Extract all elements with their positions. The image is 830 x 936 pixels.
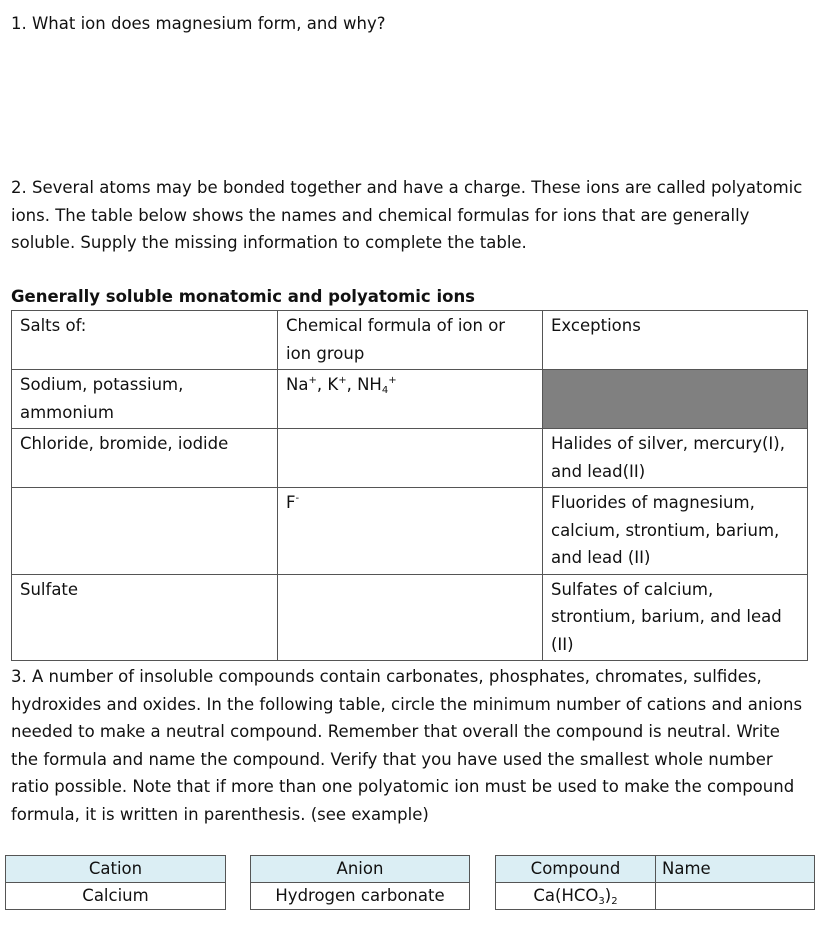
header-exceptions: Exceptions (543, 311, 808, 370)
question-2-line: 2. Several atoms may be bonded together and have a charge. These ions are called polyatomic (11, 178, 803, 197)
ion-table-title: Generally soluble monatomic and polyatomic ions (11, 287, 476, 306)
question-3-line: hydroxides and oxides. In the following table, circle the minimum number of cations and anions (11, 694, 803, 714)
question-1 (11, 10, 811, 38)
salts-cell: Sulfate (12, 574, 278, 661)
exceptions-cell: Sulfates of calcium, strontium, barium, and lead (II) (543, 574, 808, 661)
question-3-line: needed to make a neutral compound. Remember that overall the compound is neutral. Write (11, 722, 780, 741)
formula-cell: F- (278, 488, 543, 575)
table-row (12, 429, 808, 488)
question-3-line: formula, it is written in parenthesis. (see example) (11, 804, 429, 824)
formula-cell-blank[interactable] (278, 429, 543, 488)
header-formula: Chemical formula of ion or ion group (278, 311, 543, 370)
question-1-text: 1. What ion does magnesium form, and why? (11, 14, 386, 33)
exceptions-cell: Halides of silver, mercury(I), and lead(II) (543, 429, 808, 488)
cation-table (5, 855, 226, 910)
exceptions-cell: Fluorides of magnesium, calcium, strontium, barium, and lead (II) (543, 488, 808, 575)
compound-name-blank[interactable] (656, 883, 815, 910)
anion-header: Anion (251, 856, 470, 883)
salts-cell-blank[interactable] (12, 488, 278, 575)
cation-value: Calcium (6, 883, 226, 910)
question-2-line: soluble. Supply the missing information to complete the table. (11, 233, 527, 252)
cation-header: Cation (6, 856, 226, 883)
salts-cell: Chloride, bromide, iodide (12, 429, 278, 488)
table-row (12, 370, 808, 429)
salts-cell: Sodium, potassium, ammonium (12, 370, 278, 429)
question-2 (11, 174, 811, 257)
formula-cell-blank[interactable] (278, 574, 543, 661)
header-salts: Salts of: (12, 311, 278, 370)
question-3-line: ratio possible. Note that if more than one polyatomic ion must be used to make the compound (11, 777, 795, 796)
table-row (12, 574, 808, 661)
soluble-ions-table (11, 310, 808, 661)
formula-cell: Na+, K+, $NH_4^+$ (278, 370, 543, 429)
compound-table (495, 855, 815, 910)
anion-table (250, 855, 470, 910)
compound-formula: $Ca(HCO_3)_2$ (496, 883, 656, 910)
name-header: Name (656, 856, 815, 883)
exceptions-cell-shaded (543, 370, 808, 429)
compound-header: Compound (496, 856, 656, 883)
table-row (12, 488, 808, 575)
question-3 (11, 663, 816, 828)
question-3-line: the formula and name the compound. Verify that you have used the smallest whole number (11, 749, 773, 769)
table-header-row (12, 311, 808, 370)
question-2-line: ions. The table below shows the names and chemical formulas for ions that are generally (11, 205, 750, 225)
question-3-line: 3. A number of insoluble compounds contain carbonates, phosphates, chromates, sulfides, (11, 667, 762, 686)
anion-value: Hydrogen carbonate (251, 883, 470, 910)
